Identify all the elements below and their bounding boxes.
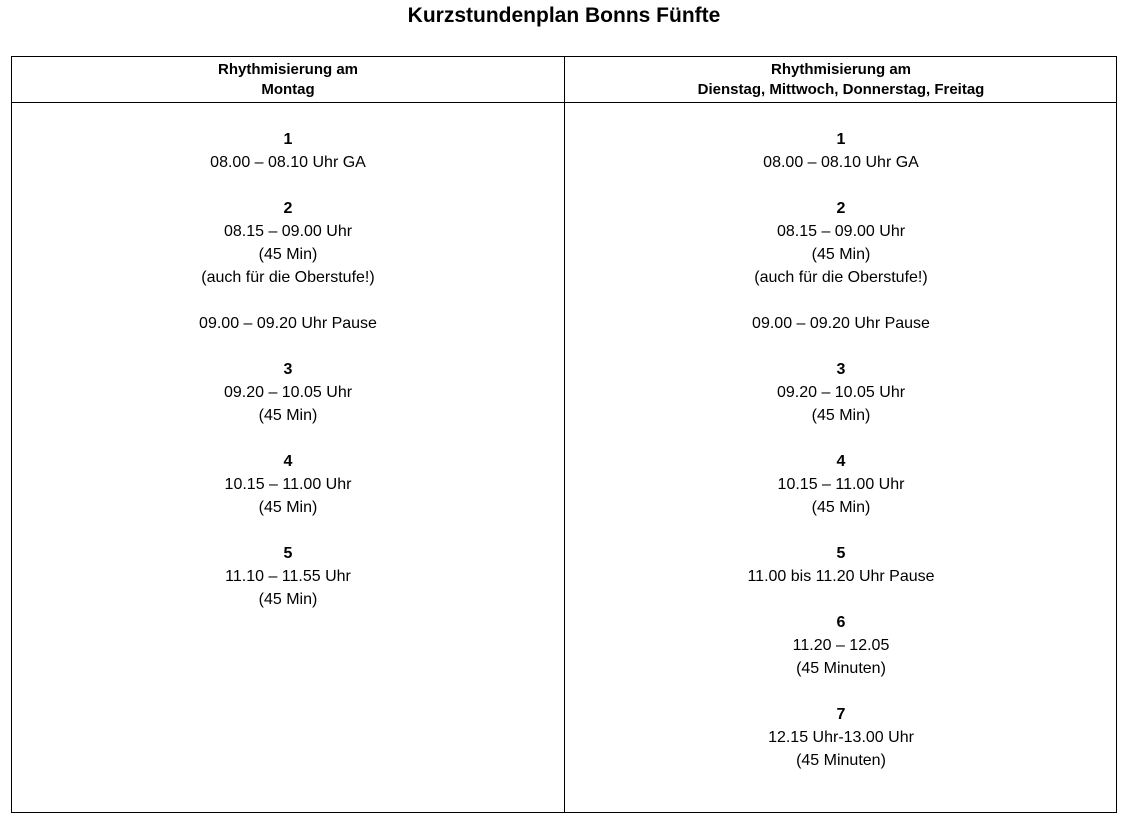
period-time-line: 09.00 – 09.20 Uhr Pause — [199, 315, 377, 332]
period-number: 3 — [283, 361, 293, 378]
period-time-line: 09.00 – 09.20 Uhr Pause — [752, 315, 930, 332]
period-time-line: (45 Min) — [811, 499, 871, 516]
period-time-line: (45 Minuten) — [796, 752, 886, 769]
period-time-line: 08.15 – 09.00 Uhr — [776, 223, 906, 240]
schedule-column-monday — [12, 128, 564, 634]
period-number: 1 — [283, 131, 293, 148]
column-header-line2: Dienstag, Mittwoch, Donnerstag, Freitag — [697, 81, 985, 98]
period-number: 2 — [283, 200, 293, 217]
column-header-line1: Rhythmisierung am — [770, 61, 912, 78]
period-number: 5 — [283, 545, 293, 562]
period-number: 3 — [836, 361, 846, 378]
period-block — [565, 312, 1117, 335]
period-time-line: 12.15 Uhr-13.00 Uhr — [768, 729, 914, 746]
period-block — [12, 312, 564, 335]
column-header-line2: Montag — [261, 81, 315, 98]
header-divider — [12, 102, 1116, 103]
period-block — [12, 197, 564, 289]
period-number: 6 — [836, 614, 846, 631]
period-number: 4 — [836, 453, 846, 470]
period-number: 1 — [836, 131, 846, 148]
period-block — [565, 542, 1117, 588]
period-number: 7 — [836, 706, 846, 723]
period-time-line: 10.15 – 11.00 Uhr — [224, 476, 352, 493]
period-time-line: (auch für die Oberstufe!) — [754, 269, 928, 286]
period-time-line: 10.15 – 11.00 Uhr — [777, 476, 905, 493]
period-time-line: 11.10 – 11.55 Uhr — [225, 568, 351, 585]
schedule-column-tue-fri — [565, 128, 1117, 795]
page-title: Kurzstundenplan Bonns Fünfte — [407, 4, 721, 27]
period-time-line: (45 Min) — [811, 407, 871, 424]
period-block — [565, 611, 1117, 680]
period-block — [565, 450, 1117, 519]
period-number: 5 — [836, 545, 846, 562]
period-time-line: (45 Minuten) — [796, 660, 886, 677]
period-number: 2 — [836, 200, 846, 217]
period-time-line: 09.20 – 10.05 Uhr — [223, 384, 353, 401]
period-time-line: 11.20 – 12.05 — [792, 637, 890, 654]
period-block — [12, 542, 564, 611]
period-block — [12, 128, 564, 174]
column-header-monday — [12, 59, 564, 100]
period-time-line: 08.15 – 09.00 Uhr — [223, 223, 353, 240]
period-number: 4 — [283, 453, 293, 470]
column-header-line1: Rhythmisierung am — [217, 61, 359, 78]
period-time-line: 11.00 bis 11.20 Uhr Pause — [747, 568, 935, 585]
period-block — [565, 703, 1117, 772]
period-block — [565, 358, 1117, 427]
period-time-line: (45 Min) — [258, 499, 318, 516]
period-block — [12, 358, 564, 427]
period-time-line: (45 Min) — [258, 407, 318, 424]
period-block — [565, 128, 1117, 174]
period-time-line: 08.00 – 08.10 Uhr GA — [763, 154, 919, 171]
period-block — [12, 450, 564, 519]
column-header-tue-fri — [565, 59, 1117, 100]
period-time-line: (45 Min) — [811, 246, 871, 263]
period-block — [565, 197, 1117, 289]
schedule-table — [11, 56, 1117, 813]
period-time-line: (45 Min) — [258, 591, 318, 608]
period-time-line: (45 Min) — [258, 246, 318, 263]
period-time-line: (auch für die Oberstufe!) — [201, 269, 375, 286]
period-time-line: 08.00 – 08.10 Uhr GA — [210, 154, 366, 171]
period-time-line: 09.20 – 10.05 Uhr — [776, 384, 906, 401]
